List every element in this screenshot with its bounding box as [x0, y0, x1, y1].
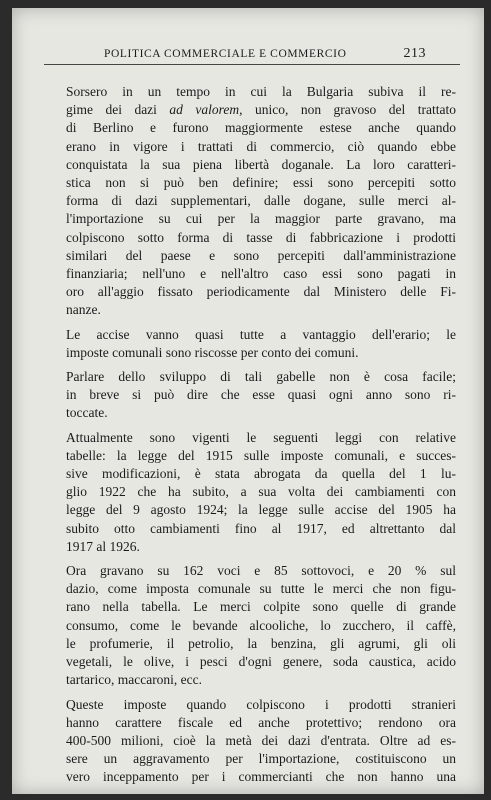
text-line: dazio, come imposta comunale su tutte le merci che non figu-: [66, 581, 456, 597]
text-line: rano nella tabella. Le merci colpite sono quelle di grande: [66, 599, 456, 615]
text-line: glio 1922 che ha subito, a sua volta dei cambiamenti con: [66, 484, 456, 500]
text-line: 400-500 milioni, cioè la metà dei dazi d'entrata. Oltre ad es-: [66, 732, 456, 748]
header-rule: [44, 64, 460, 65]
text-line: legge del 9 agosto 1924; la legge sulle accise del 1905 ha: [66, 502, 456, 518]
text-line: l'importazione su cui per la maggior parte gravano, ma: [66, 211, 456, 227]
text-line: hanno carattere fiscale ed anche protettivo; rendono ora: [66, 714, 456, 730]
text-line: sive modificazioni, è stata abrogata da quella del 1 lu-: [66, 466, 456, 482]
text-line: Sorsero in un tempo in cui la Bulgaria subiva il re-: [66, 84, 456, 99]
text-line: conquistata la sua piena libertà doganale. La loro caratteri-: [66, 156, 456, 172]
paragraph: [48, 83, 456, 320]
running-title: POLITICA COMMERCIALE E COMMERCIO: [104, 48, 347, 60]
text-line: 1917 al 1926.: [66, 538, 140, 554]
text-line: stica non si può ben definire; essi sono percepiti sotto: [66, 175, 456, 191]
text-line: gime dei dazi ad valorem, unico, non gravoso del trattato: [66, 102, 456, 118]
text-line: Attualmente sono vigenti le seguenti leggi con relative: [66, 429, 456, 445]
text-line: di Berlino e furono maggiormente estese anche quando: [66, 120, 456, 136]
text-line: sere un aggravamento per l'importazione, costituiscono un: [66, 751, 456, 767]
text-line: toccate.: [66, 405, 108, 421]
text-line: le profumerie, il petrolio, la benzina, gli agrumi, gli oli: [66, 635, 456, 651]
text-line: vegetali, le olive, i pesci d'ogni genere, soda caustica, acido: [66, 654, 456, 670]
page-number: 213: [403, 46, 426, 61]
text-line: nanze.: [66, 302, 101, 318]
text-line: Le accise vanno quasi tutte a vantaggio dell'erario; le: [66, 326, 456, 342]
text-line: imposte comunali sono riscosse per conto dei comuni.: [66, 344, 359, 360]
paragraph: [48, 429, 456, 556]
paragraph: [48, 326, 456, 362]
book-page: [12, 8, 484, 794]
text-line: finanziaria; nell'uno e nell'altro caso essi sono pagati in: [66, 266, 456, 282]
text-line: Ora gravano su 162 voci e 85 sottovoci, e 20 % sul: [66, 563, 456, 579]
text-line: vero inceppamento per i commercianti che non hanno una: [66, 769, 456, 785]
text-line: similari del paese e sono percepiti dall'amministrazione: [66, 247, 456, 263]
body-text: [48, 83, 456, 793]
text-line: subito otto cambiamenti fino al 1917, ed altrettanto dal: [66, 520, 456, 536]
text-line: colpiscono sotto forma di tasse di fabbricazione i prodotti: [66, 229, 456, 245]
paragraph: [48, 368, 456, 423]
text-line: Queste imposte quando colpiscono i prodotti stranieri: [66, 696, 456, 712]
paragraph: [48, 696, 456, 787]
text-line: Parlare dello sviluppo di tali gabelle non è cosa facile;: [66, 369, 456, 385]
text-line: consumo, come le bevande alcooliche, lo zucchero, il caffè,: [66, 617, 456, 633]
text-line: in breve si può dire che esse quasi ogni anno sono ri-: [66, 387, 456, 403]
text-line: tartarico, maccaroni, ecc.: [66, 672, 203, 688]
running-header: [104, 48, 426, 68]
paragraph: [48, 562, 456, 689]
text-line: forma di dazi supplementari, dalle dogane, sulle merci al-: [66, 193, 456, 209]
text-line: tabelle: la legge del 1915 sulle imposte comunali, e succes-: [66, 447, 456, 463]
text-line: erano in vigore i trattati di commercio, ciò quando ebbe: [66, 138, 456, 154]
text-line: oro all'aggio fissato periodicamente dal Ministero delle Fi-: [66, 284, 456, 300]
